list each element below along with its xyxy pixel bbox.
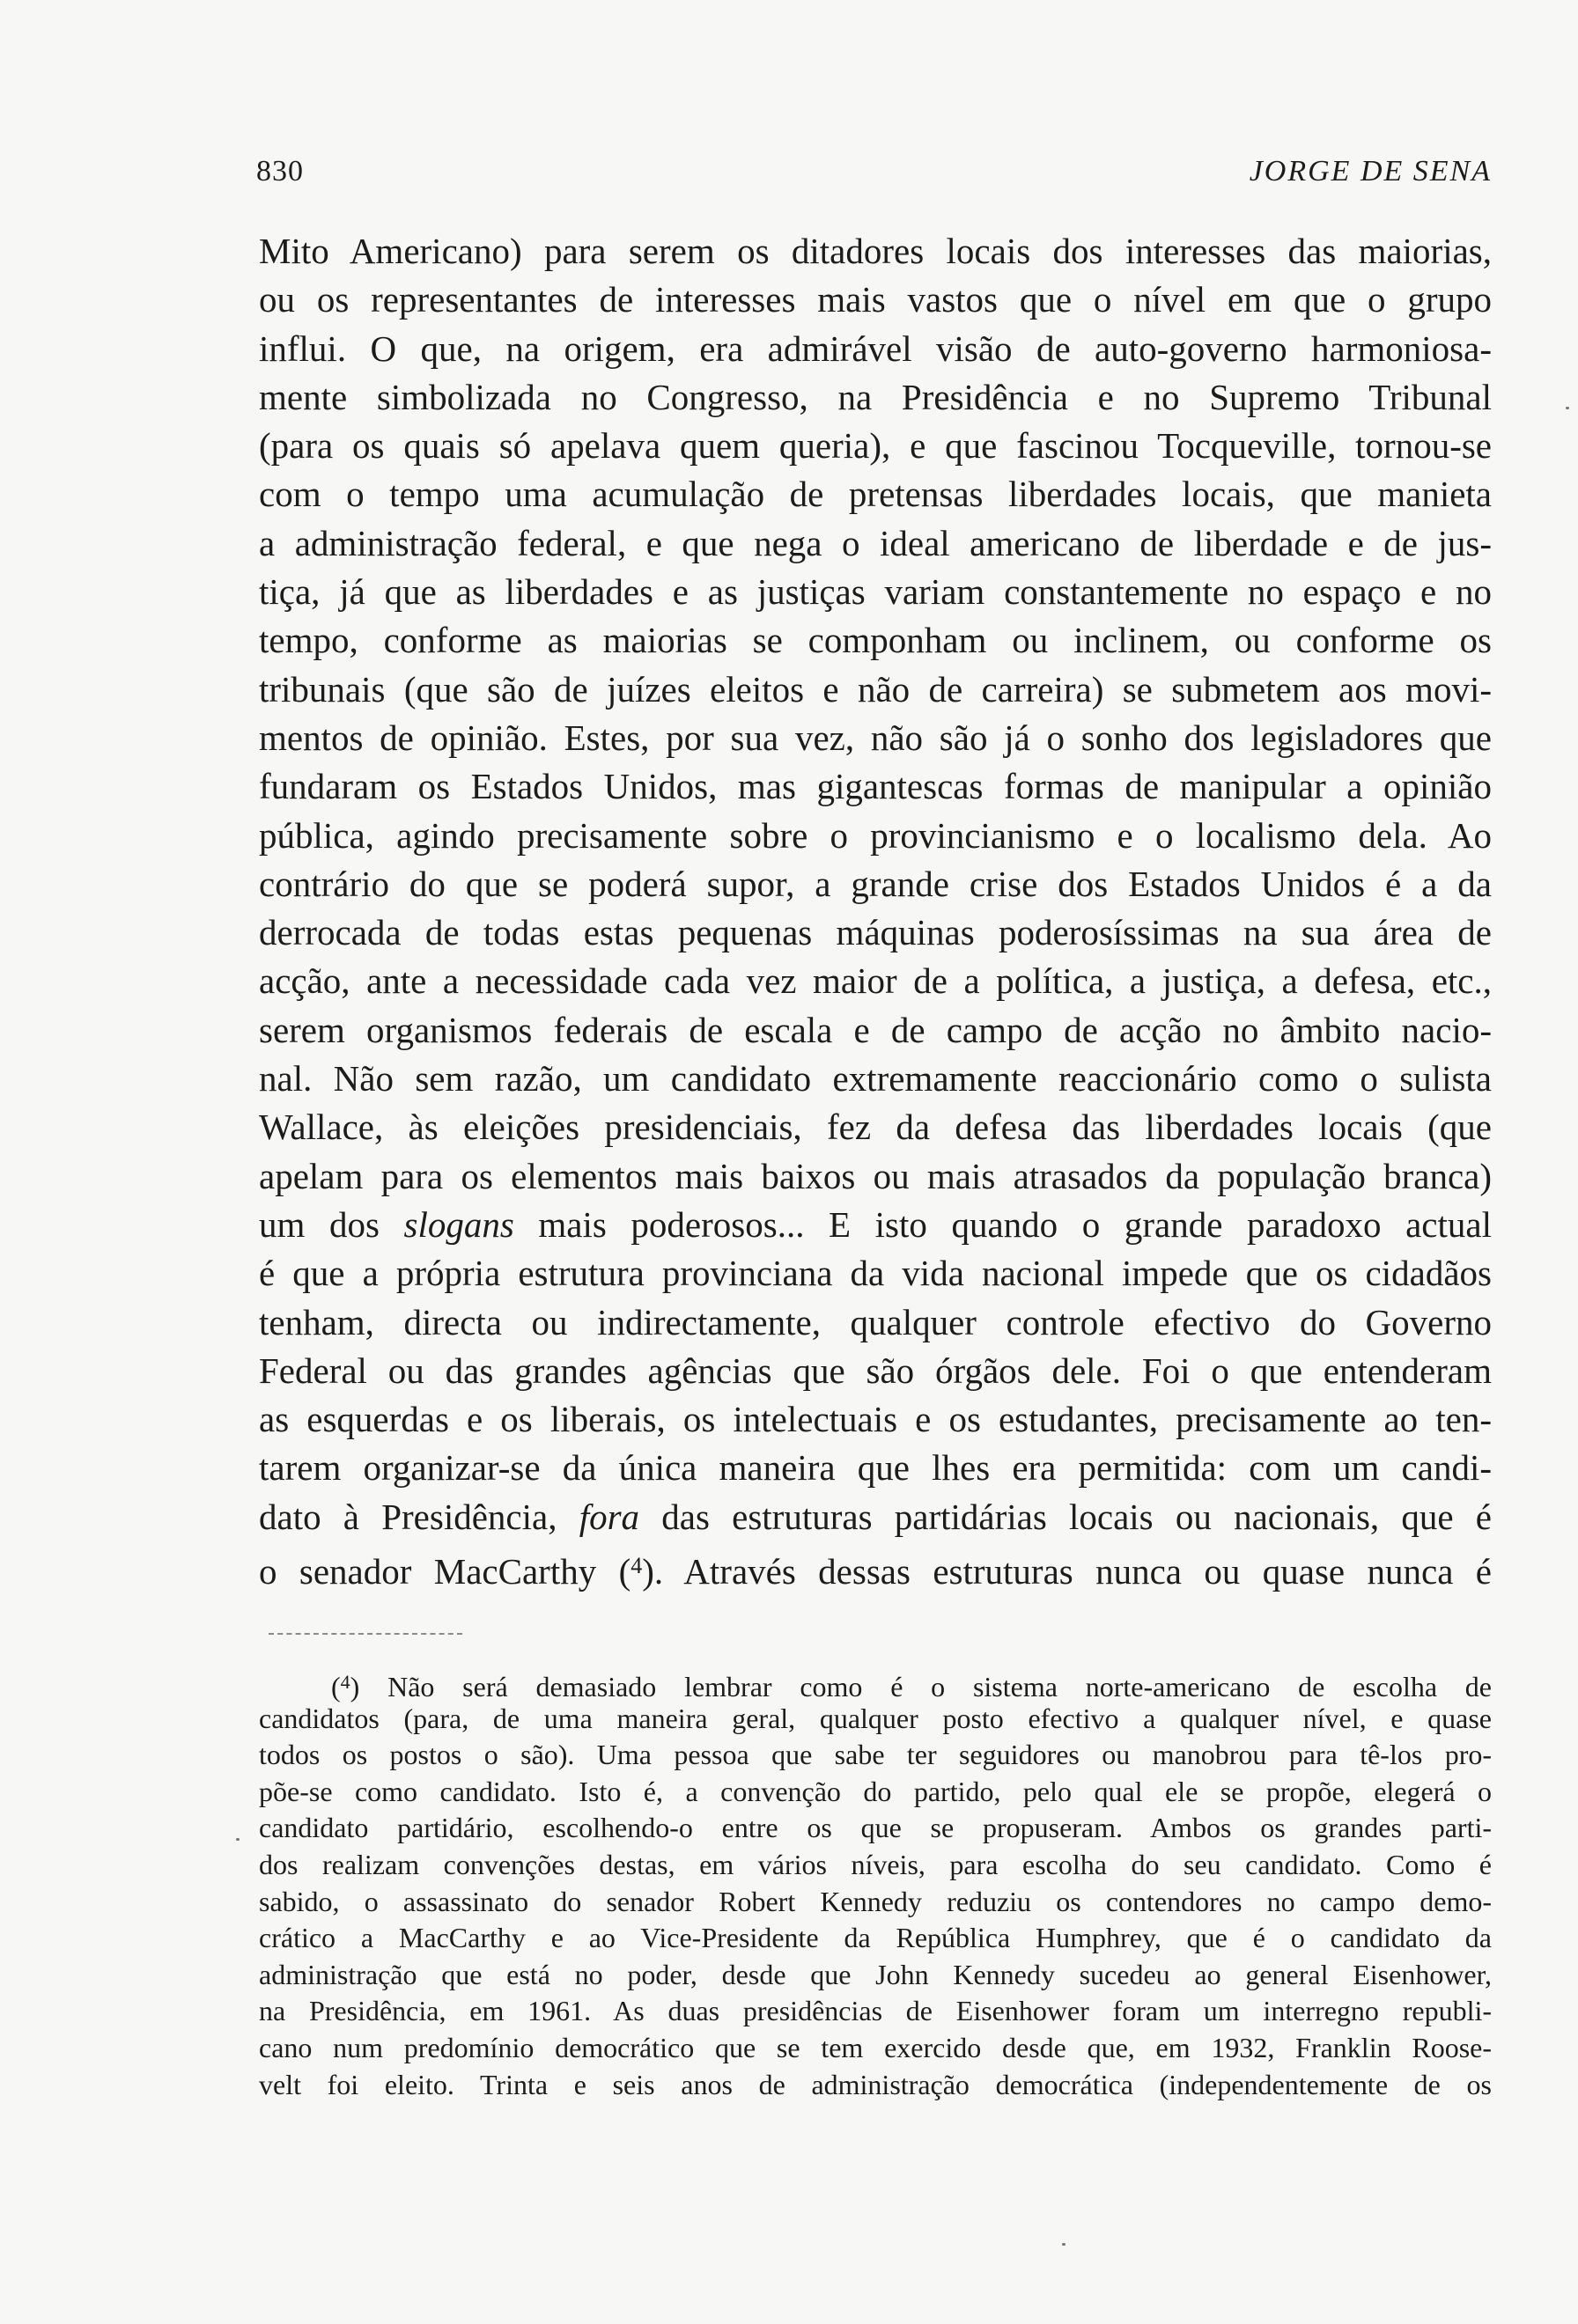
footnote-line: sabido, o assassinato do senador Robert Kennedy reduziu os contendores no campo demo- [259,1885,1492,1917]
body-line: derrocada de todas estas pequenas máquinas poderosíssimas na sua área de [259,912,1492,953]
body-line: tempo, conforme as maiorias se componham ou inclinem, ou conforme os [259,620,1492,661]
body-line: acção, ante a necessidade cada vez maior de a política, a justiça, a defesa, etc., [259,960,1492,1002]
body-line: Wallace, às eleições presidenciais, fez da defesa das liberdades locais (que [259,1107,1492,1148]
body-line: o senador MacCarthy ($^4$). Através dessas estruturas nunca ou quase nunca é [259,1551,1492,1592]
footnote-line: põe-se como candidato. Isto é, a convenção do partido, pelo qual ele se propõe, elegerá o [259,1775,1492,1807]
page-number: 830 [256,155,304,188]
footnote-line: cano num predomínio democrático que se tem exercido desde que, em 1932, Franklin Roose- [259,2031,1492,2063]
body-line: serem organismos federais de escala e de campo de acção no âmbito nacio- [259,1009,1492,1050]
italic-term: fora [579,1496,640,1537]
body-line: Mito Americano) para serem os ditadores locais dos interesses das maiorias, [259,231,1492,271]
body-line: contrário do que se poderá supor, a grande crise dos Estados Unidos é a da [259,863,1492,904]
body-line: (para os quais só apelava quem queria), e que fascinou Tocqueville, tornou-se [259,425,1492,467]
footnote-line: dos realizam convenções destas, em vários níveis, para escolha do seu candidato. Como é [259,1848,1492,1880]
main-text [259,227,1492,1590]
body-line: um dos slogans mais poderosos... E isto quando o grande paradoxo actual [259,1203,1492,1245]
footnote-line: candidato partidário, escolhendo-o entre os que se propuseram. Ambos os grandes parti- [259,1812,1492,1844]
footnote [259,1664,1492,2103]
body-line: é que a própria estrutura provinciana da vida nacional impede que os cidadãos [259,1253,1492,1294]
body-line: tribunais (que são de juízes eleitos e não de carreira) se submetem aos movi- [259,668,1492,710]
print-speck [1566,407,1569,409]
footnote-marker: ($^4$) [331,1671,388,1703]
body-line: com o tempo uma acumulação de pretensas liberdades locais, que manieta [259,474,1492,515]
footnote-line: ($^4$) Não será demasiado lembrar como é o sistema norte-americano de escolha de [331,1671,1493,1703]
body-line: apelam para os elementos mais baixos ou mais atrasados da população branca) [259,1155,1492,1196]
italic-term: slogans [403,1203,514,1245]
body-line: ou os representantes de interesses mais vastos que o nível em que o grupo [259,279,1492,320]
footnote-line: candidatos (para, de uma maneira geral, qualquer posto efectivo a qualquer nível, e quase [259,1702,1492,1734]
body-line: fundaram os Estados Unidos, mas gigantescas formas de manipular a opinião [259,766,1492,807]
footnote-line: na Presidência, em 1961. As duas presidências de Eisenhower foram um interregno republi- [259,1995,1492,2027]
footnote-separator [269,1633,462,1635]
body-line: as esquerdas e os liberais, os intelectuais e os estudantes, precisamente ao ten- [259,1399,1492,1440]
body-line: nal. Não sem razão, um candidato extremamente reaccionário como o sulista [259,1058,1492,1099]
body-line: influi. O que, na origem, era admirável visão de auto-governo harmoniosa- [259,327,1492,369]
body-line: tarem organizar-se da única maneira que lhes era permitida: com um candi- [259,1447,1492,1489]
body-line: mentos de opinião. Estes, por sua vez, não são já o sonho dos legisladores que [259,717,1492,758]
running-head: JORGE DE SENA [1249,155,1492,188]
body-line: mente simbolizada no Congresso, na Presidência e no Supremo Tribunal [259,376,1492,417]
print-speck [1062,2243,1066,2246]
footnote-line: velt foi eleito. Trinta e seis anos de administração democrática (independentemente de os [259,2068,1492,2100]
print-speck [236,1838,240,1841]
body-line: dato à Presidência, fora das estruturas partidárias locais ou nacionais, que é [259,1496,1492,1537]
body-line: Federal ou das grandes agências que são órgãos dele. Foi o que entenderam [259,1350,1492,1391]
body-line: pública, agindo precisamente sobre o provincianismo e o localismo dela. Ao [259,814,1492,856]
footnote-line: administração que está no poder, desde que John Kennedy sucedeu ao general Eisenhower, [259,1958,1492,1990]
footnote-reference: 4 [630,1553,643,1579]
body-line: tiça, já que as liberdades e as justiças variam constantemente no espaço e no [259,571,1492,613]
footnote-line: crático a MacCarthy e ao Vice-Presidente da República Humphrey, que é o candidato da [259,1922,1492,1954]
body-line: a administração federal, e que nega o ideal americano de liberdade e de jus- [259,522,1492,563]
body-line: tenham, directa ou indirectamente, qualquer controle efectivo do Governo [259,1301,1492,1342]
footnote-line: todos os postos o são). Uma pessoa que sabe ter seguidores ou manobrou para tê-los pro- [259,1739,1492,1771]
